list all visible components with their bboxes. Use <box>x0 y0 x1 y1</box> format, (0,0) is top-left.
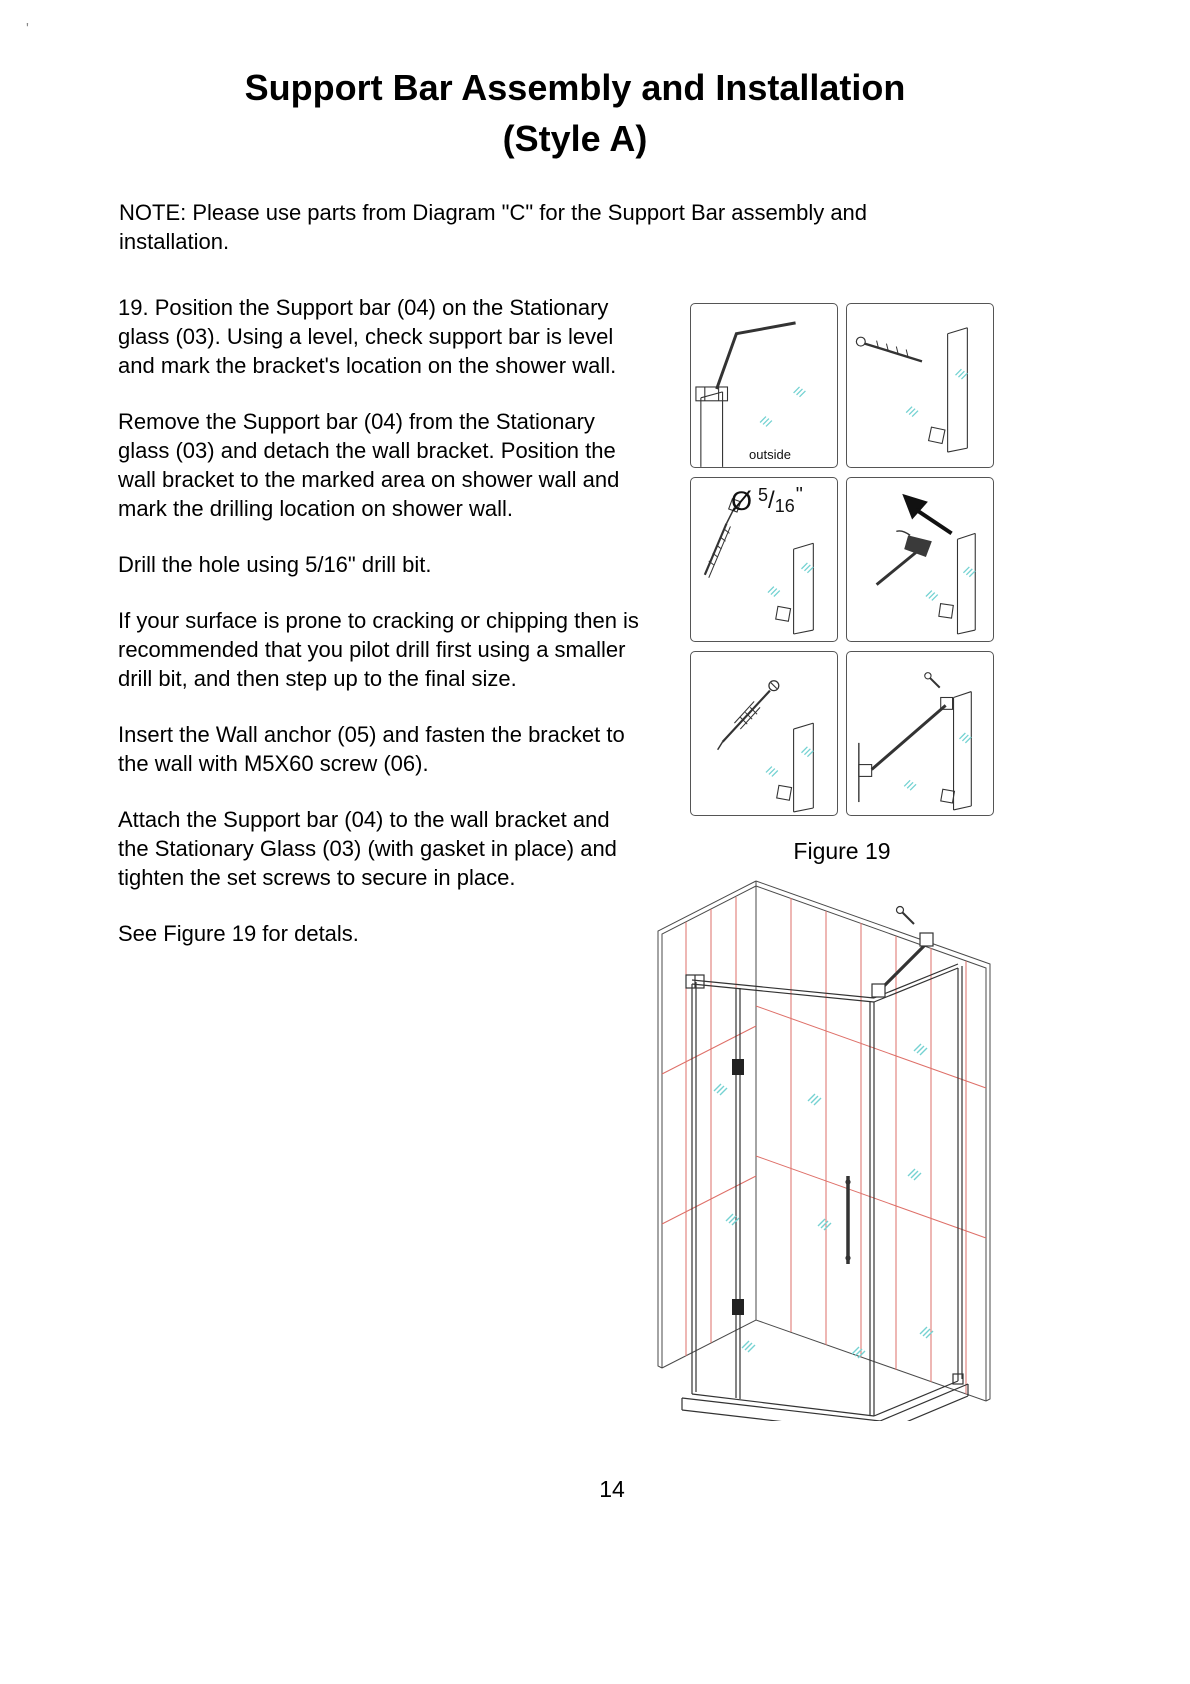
diameter-numerator: 5 <box>758 485 769 505</box>
glass-sparkle-icon <box>926 567 975 601</box>
diameter-symbol: Ø <box>731 486 753 516</box>
support-bar-icon <box>872 705 946 769</box>
figure-panel-2 <box>846 303 994 468</box>
support-bar-icon <box>717 323 796 389</box>
shower-enclosure-figure <box>656 876 991 1421</box>
step-paragraph: Attach the Support bar (04) to the wall bracket and the Stationary Glass (03) (with gasket in place) and tighten the set screws to secure in place. <box>118 807 617 890</box>
glass-sparkle-icons <box>714 1044 933 1358</box>
figure-panel-1 <box>690 303 838 468</box>
diameter-slash: / <box>768 487 775 514</box>
step-paragraph: Drill the hole using 5/16" drill bit. <box>118 552 432 577</box>
diameter-denominator: 16 <box>774 496 795 516</box>
panel1-support-bar-drawing <box>691 304 837 467</box>
step-paragraph: Remove the Support bar (04) from the Stationary glass (03) and detach the wall bracket. Position the wall bracket to the marked area on shower wall and mark the drilling location on shower wall. <box>118 409 620 521</box>
note-text: NOTE: Please use parts from Diagram "C" for the Support Bar assembly and installation. <box>119 200 868 254</box>
panel2-screw-drawing <box>847 304 993 467</box>
glass-sparkle-icon <box>760 387 805 426</box>
figure-panel-6 <box>846 651 994 816</box>
wall-anchor-icon <box>718 681 779 750</box>
glass-sparkle-icon <box>766 747 813 777</box>
page-title <box>0 62 1150 164</box>
support-bar-assembly <box>872 907 933 998</box>
tile-grid-lines <box>662 897 986 1394</box>
page-title-line1: Support Bar Assembly and Installation <box>244 67 906 108</box>
step-paragraph: 19. Position the Support bar (04) on the Stationary glass (03). Using a level, check support bar is level and mark the bracket's location on the shower wall. <box>118 295 617 378</box>
step-paragraph: If your surface is prone to cracking or chipping then is recommended that you pilot drill first using a smaller drill bit, and then step up to the final size. <box>118 608 639 691</box>
figure-panel-5 <box>690 651 838 816</box>
wall-outlines <box>658 881 990 1401</box>
drill-diameter-label <box>731 486 803 517</box>
glass-sparkle-icon <box>768 563 813 597</box>
diameter-unit: " <box>795 484 803 506</box>
outside-label: outside <box>749 447 791 462</box>
step-paragraph: See Figure 19 for detals. <box>118 921 359 946</box>
panel4-hammer-drawing <box>847 478 993 641</box>
hammer-icon <box>877 531 932 585</box>
stray-mark: ' <box>26 20 29 37</box>
glass-sparkle-icon <box>906 369 967 416</box>
instruction-column <box>118 293 642 975</box>
step-paragraph: Insert the Wall anchor (05) and fasten the bracket to the wall with M5X60 screw (06). <box>118 722 625 776</box>
figure19-isometric-drawing <box>656 876 991 1421</box>
screw-icon <box>856 337 922 361</box>
figure-panel-3 <box>690 477 838 642</box>
page-number: 14 <box>599 1476 625 1502</box>
glass-sparkle-icon <box>904 733 971 790</box>
page-title-line2: (Style A) <box>502 118 648 160</box>
shower-tray <box>682 1384 968 1421</box>
set-screw-icon <box>925 673 953 710</box>
figure-caption: Figure 19 <box>793 838 891 864</box>
figure-panel-4 <box>846 477 994 642</box>
panel5-anchor-drawing <box>691 652 837 815</box>
panel6-attach-bar-drawing <box>847 652 993 815</box>
figure19-panel-grid <box>690 303 994 816</box>
